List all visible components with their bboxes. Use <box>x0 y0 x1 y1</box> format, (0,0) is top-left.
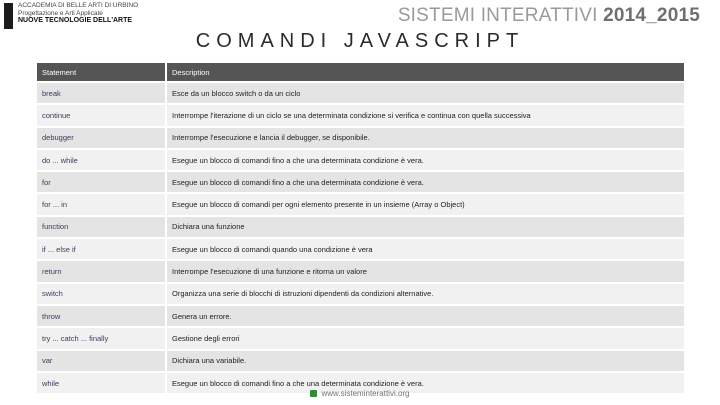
statements-table <box>37 61 684 395</box>
table-row <box>37 328 684 348</box>
statement-cell: throw <box>37 306 165 326</box>
statement-cell: function <box>37 217 165 237</box>
description-cell: Interrompe l'esecuzione di una funzione e ritorna un valore <box>165 261 684 281</box>
statement-cell: if ... else if <box>37 239 165 259</box>
table-row <box>37 306 684 326</box>
description-cell: Genera un errore. <box>165 306 684 326</box>
statement-cell: try ... catch ... finally <box>37 328 165 348</box>
description-cell: Dichiara una variabile. <box>165 351 684 371</box>
logo-line-2: Progettazione e Arti Applicate <box>18 9 103 17</box>
site-icon <box>310 390 317 397</box>
table-row <box>37 239 684 259</box>
description-cell: Organizza una serie di blocchi di istruzioni dipendenti da condizioni alternative. <box>165 284 684 304</box>
description-cell: Interrompe l'iterazione di un ciclo se una determinata condizione si verifica e continua con quella successiva <box>165 105 684 125</box>
statement-cell: for ... in <box>37 194 165 214</box>
column-header-description: Description <box>165 63 684 81</box>
description-cell: Esegue un blocco di comandi fino a che una determinata condizione è vera. <box>165 150 684 170</box>
course-title <box>398 5 700 27</box>
statement-cell: break <box>37 83 165 103</box>
statement-cell: while <box>37 373 165 393</box>
logo-line-3: NUOVE TECNOLOGIE DELL'ARTE <box>18 17 133 24</box>
table-row <box>37 261 684 281</box>
statement-cell: debugger <box>37 128 165 148</box>
course-year: 2014_2015 <box>603 5 700 26</box>
table-row <box>37 128 684 148</box>
description-cell: Esegue un blocco di comandi quando una condizione è vera <box>165 239 684 259</box>
statement-cell: for <box>37 172 165 192</box>
table-row <box>37 172 684 192</box>
description-cell: Interrompe l'esecuzione e lancia il debugger, se disponibile. <box>165 128 684 148</box>
logo-text <box>18 2 138 29</box>
academy-logo <box>4 2 138 29</box>
logo-mark <box>4 3 13 29</box>
page-title: COMANDI JAVASCRIPT <box>195 30 525 52</box>
description-cell: Esegue un blocco di comandi fino a che una determinata condizione è vera. <box>165 373 684 393</box>
table-header-row <box>37 63 684 81</box>
description-cell: Esegue un blocco di comandi per ogni elemento presente in un insieme (Array o Object) <box>165 194 684 214</box>
table-row <box>37 83 684 103</box>
table-row <box>37 150 684 170</box>
table-row <box>37 351 684 371</box>
table-row <box>37 284 684 304</box>
description-cell: Gestione degli errori <box>165 328 684 348</box>
footer <box>0 389 720 398</box>
statement-cell: do ... while <box>37 150 165 170</box>
course-name: SISTEMI INTERATTIVI <box>397 5 598 26</box>
table-row <box>37 217 684 237</box>
description-cell: Esegue un blocco di comandi fino a che una determinata condizione è vera. <box>165 172 684 192</box>
footer-url[interactable]: www.sisteminterattivi.org <box>321 389 410 398</box>
statement-cell: return <box>37 261 165 281</box>
logo-line-1: ACCADEMIA DI BELLE ARTI DI URBINO <box>18 2 139 9</box>
description-cell: Dichiara una funzione <box>165 217 684 237</box>
statement-cell: switch <box>37 284 165 304</box>
table-row <box>37 105 684 125</box>
description-cell: Esce da un blocco switch o da un ciclo <box>165 83 684 103</box>
column-header-statement: Statement <box>37 63 165 81</box>
statement-cell: var <box>37 351 165 371</box>
statement-cell: continue <box>37 105 165 125</box>
table-row <box>37 194 684 214</box>
